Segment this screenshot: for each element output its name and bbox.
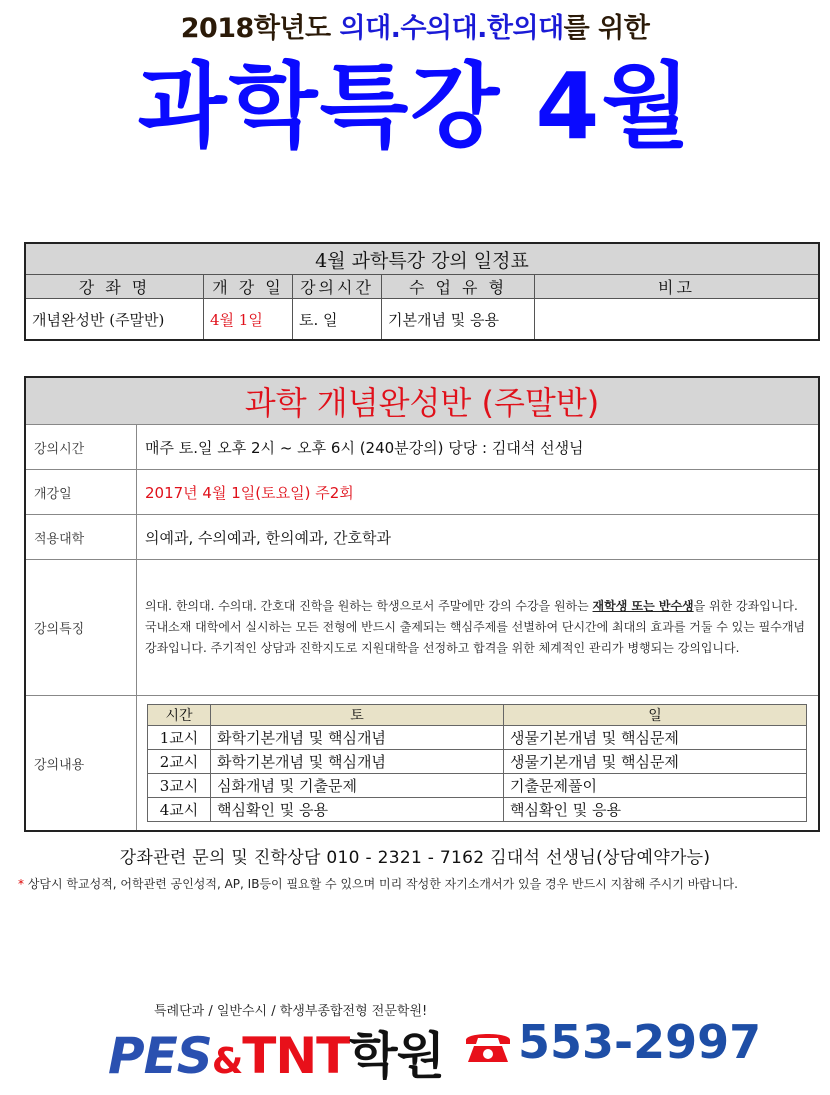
schedule-cell-start: 4월 1일 xyxy=(204,299,293,341)
academy-logo xyxy=(108,1000,444,1085)
phone-text: 553-2997 xyxy=(518,1015,762,1069)
course-feature-label: 강의특징 xyxy=(25,560,137,696)
content-col-sat: 토 xyxy=(211,705,504,726)
course-content-label: 강의내용 xyxy=(25,696,137,832)
table-row xyxy=(148,774,807,798)
logo-tagline: 특례단과 / 일반수시 / 학생부종합전형 전문학원! xyxy=(154,1004,428,1019)
content-period: 1교시 xyxy=(148,726,211,750)
content-col-time: 시간 xyxy=(148,705,211,726)
content-sun: 핵심확인 및 응용 xyxy=(504,798,807,822)
header-for: 를 위한 xyxy=(563,13,650,44)
telephone-icon xyxy=(462,1026,514,1066)
content-sat: 핵심확인 및 응용 xyxy=(211,798,504,822)
content-sat: 화학기본개념 및 핵심개념 xyxy=(211,726,504,750)
course-time-label: 강의시간 xyxy=(25,425,137,470)
schedule-col-start: 개 강 일 xyxy=(204,275,293,299)
schedule-table xyxy=(24,242,820,341)
header-subtitle xyxy=(0,6,830,45)
note-text xyxy=(18,874,818,895)
schedule-cell-name: 개념완성반 (주말반) xyxy=(25,299,204,341)
table-row xyxy=(148,798,807,822)
table-row xyxy=(148,750,807,774)
content-period: 2교시 xyxy=(148,750,211,774)
schedule-cell-time: 토. 일 xyxy=(293,299,382,341)
note-asterisk: * xyxy=(18,877,24,891)
phone-number xyxy=(462,1015,761,1069)
course-table xyxy=(24,376,820,832)
course-feature-para2: 국내소재 대학에서 실시하는 모든 전형에 반드시 출제되는 핵심주제를 선별하여 단시간에 최대의 효과를 거둘 수 있는 필수개념 강좌입니다. 주기적인 상담과 진학지도로 지원대학을 선정하고 합격을 위한 체계적인 관리가 병행되는 강의입니다. xyxy=(145,620,806,655)
schedule-cell-type: 기본개념 및 응용 xyxy=(382,299,535,341)
header-target-schools: 의대.수의대.한의대 xyxy=(339,13,564,44)
schedule-title: 4월 과학특강 강의 일정표 xyxy=(25,243,819,275)
course-title: 과학 개념완성반 (주말반) xyxy=(25,377,819,425)
schedule-col-type: 수 업 유 형 xyxy=(382,275,535,299)
course-feature-text xyxy=(137,560,820,696)
course-univ-label: 적용대학 xyxy=(25,515,137,560)
feature-p1-highlight: 재학생 또는 반수생 xyxy=(592,599,694,613)
feature-p1-start: 의대. 한의대. 수의대. 간호대 진학을 원하는 학생으로서 주말에만 강의 수강을 원하는 xyxy=(145,599,593,613)
logo-amp: & xyxy=(211,1041,243,1082)
content-sun: 생물기본개념 및 핵심문제 xyxy=(504,750,807,774)
content-sun: 기출문제풀이 xyxy=(504,774,807,798)
course-time-value: 매주 토.일 오후 2시 ~ 오후 6시 (240분강의) 당당 : 김대석 선생님 xyxy=(137,425,820,470)
content-sun: 생물기본개념 및 핵심문제 xyxy=(504,726,807,750)
course-feature-para1 xyxy=(145,596,810,617)
content-sat: 화학기본개념 및 핵심개념 xyxy=(211,750,504,774)
content-period: 4교시 xyxy=(148,798,211,822)
course-content-table xyxy=(147,704,807,822)
logo-pes: PES xyxy=(108,1027,212,1085)
logo-tnt: TNT xyxy=(242,1027,350,1085)
course-start-value: 2017년 4월 1일(토요일) 주2회 xyxy=(137,470,820,515)
course-univ-value: 의예과, 수의예과, 한의예과, 간호학과 xyxy=(137,515,820,560)
page-title: 과학특강 4월 xyxy=(137,53,693,160)
schedule-col-note: 비고 xyxy=(535,275,820,299)
content-col-sun: 일 xyxy=(504,705,807,726)
feature-p1-end: 을 위한 강좌입니다. xyxy=(693,599,798,613)
content-sat: 심화개념 및 기출문제 xyxy=(211,774,504,798)
contact-line: 강좌관련 문의 및 진학상담 010 - 2321 - 7162 김대석 선생님(상담예약가능) xyxy=(119,848,711,868)
schedule-col-name: 강 좌 명 xyxy=(25,275,204,299)
course-start-label: 개강일 xyxy=(25,470,137,515)
logo-wordmark xyxy=(108,1016,444,1088)
content-period: 3교시 xyxy=(148,774,211,798)
logo-academy: 학원 xyxy=(349,1027,444,1085)
schedule-col-time: 강의시간 xyxy=(293,275,382,299)
schedule-cell-note xyxy=(535,299,820,341)
header-year: 2018학년도 xyxy=(180,13,340,44)
table-row xyxy=(148,726,807,750)
note-body: 상담시 학교성적, 어학관련 공인성적, AP, IB등이 필요할 수 있으며 미리 작성한 자기소개서가 있을 경우 반드시 지참해 주시기 바랍니다. xyxy=(27,877,738,891)
